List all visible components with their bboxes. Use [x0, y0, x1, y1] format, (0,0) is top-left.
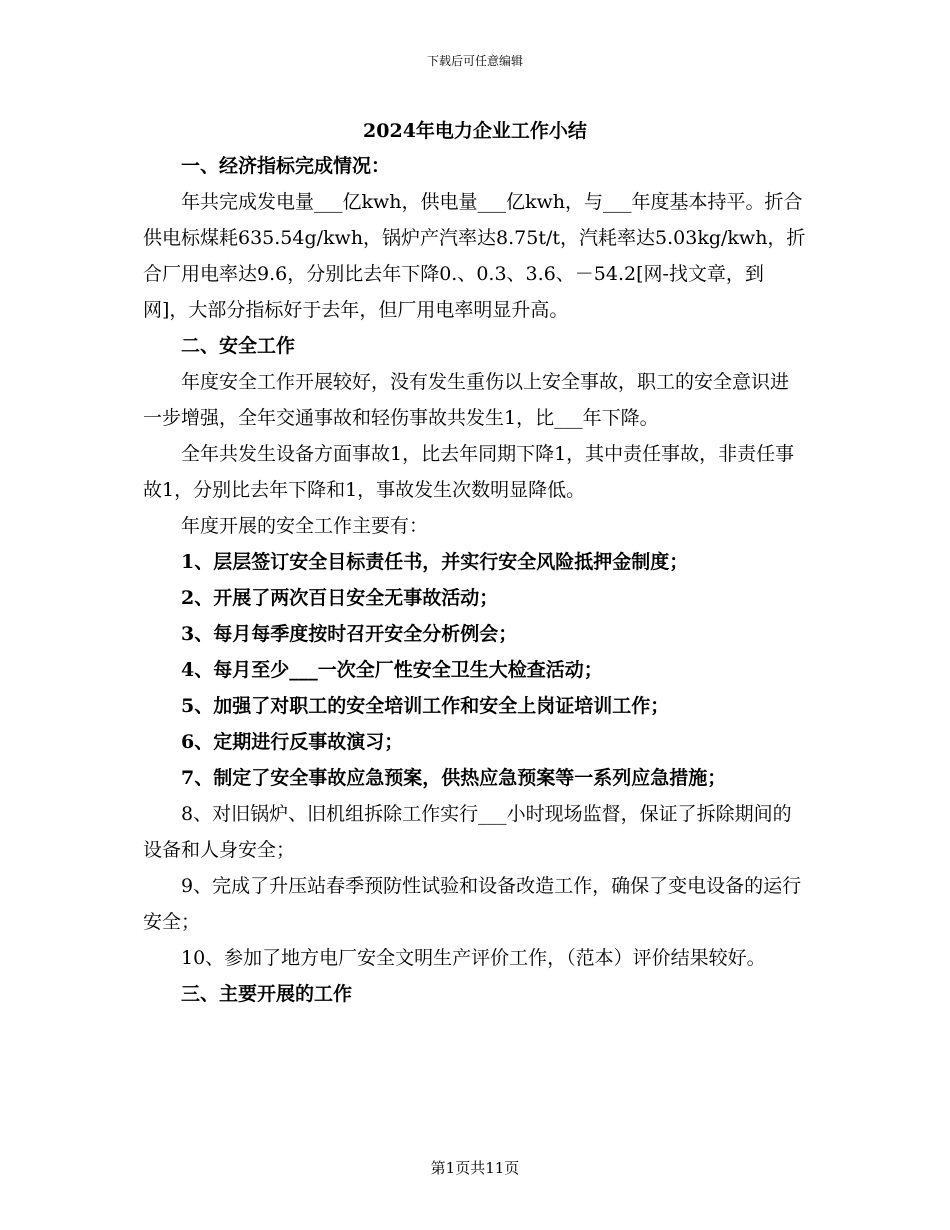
section-heading-safety: 二、安全工作: [181, 335, 296, 357]
list-item: 10、参加了地方电厂安全文明生产评价工作，（范本）评价结果较好。: [181, 947, 766, 969]
list-item: 1、层层签订安全目标责任书，并实行安全风险抵押金制度；: [181, 551, 689, 573]
paragraph: 年共完成发电量___亿kwh，供电量___亿kwh，与___年度基本持平。折合供电标煤耗635.54g/kwh，锅炉产汽率达8.75t/t，汽耗率达5.03kg/kwh，折合厂用电率达9.6，分别比去年下降0.、0.3、3.6、－54.2[网-找文章，到网]，大部分指标好于去年，但厂用电率明显升高。: [143, 191, 806, 321]
paragraph: 年度安全工作开展较好，没有发生重伤以上安全事故，职工的安全意识进一步增强，全年交通事故和轻伤事故共发生1，比___年下降。: [143, 371, 790, 429]
document-body: [143, 148, 807, 1012]
paragraph: 年度开展的安全工作主要有：: [181, 515, 429, 537]
list-item: 6、定期进行反事故演习；: [181, 731, 404, 753]
section-heading-economic: 一、经济指标完成情况：: [181, 155, 391, 177]
list-item: 2、开展了两次百日安全无事故活动；: [181, 587, 499, 609]
list-item: 8、对旧锅炉、旧机组拆除工作实行___小时现场监督，保证了拆除期间的设备和人身安全；: [143, 803, 792, 861]
list-item: 3、每月每季度按时召开安全分析例会；: [181, 623, 518, 645]
page-number: 第1页共11页: [430, 1159, 520, 1177]
list-item: 4、每月至少___一次全厂性安全卫生大检查活动；: [181, 659, 603, 681]
page-header: 下载后可任意编辑: [426, 54, 523, 68]
list-item: 7、制定了安全事故应急预案，供热应急预案等一系列应急措施；: [181, 767, 727, 789]
list-item: 9、完成了升压站春季预防性试验和设备改造工作，确保了变电设备的运行安全；: [143, 875, 802, 933]
section-heading-main-work: 三、主要开展的工作: [181, 983, 353, 1005]
list-item: 5、加强了对职工的安全培训工作和安全上岗证培训工作；: [181, 695, 670, 717]
paragraph: 全年共发生设备方面事故1，比去年同期下降1，其中责任事故，非责任事故1，分别比去年下降和1，事故发生次数明显降低。: [143, 443, 795, 501]
document-title: 2024年电力企业工作小结: [363, 120, 587, 142]
